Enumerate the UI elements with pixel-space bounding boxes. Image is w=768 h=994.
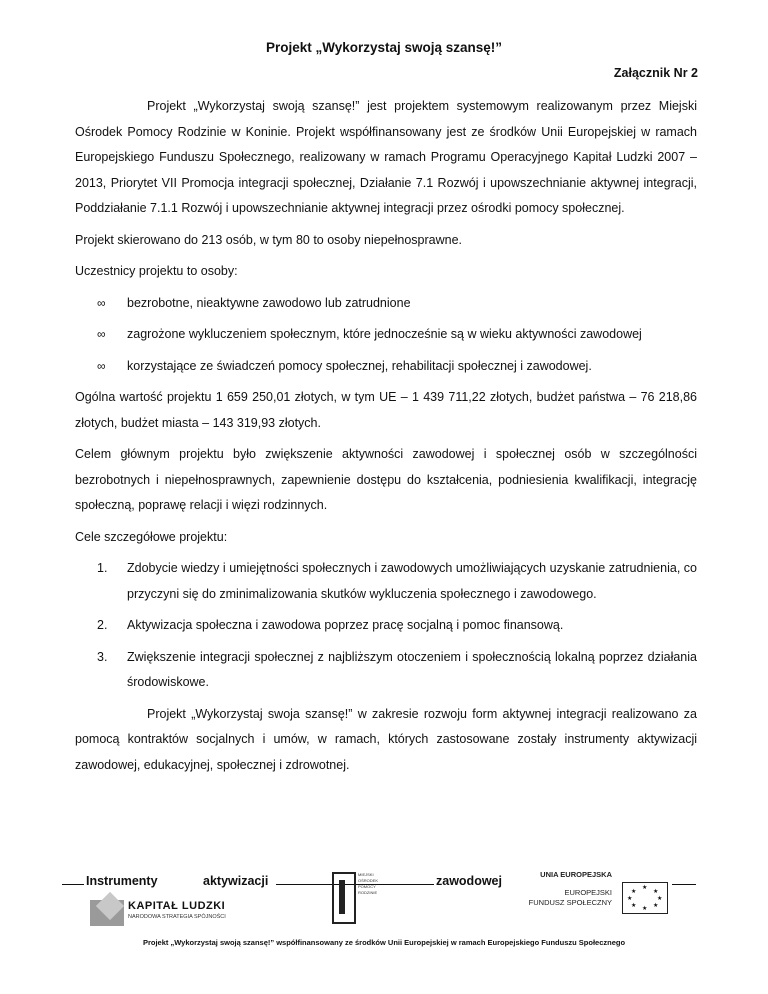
list-item xyxy=(97,322,697,348)
list-item-text: zagrożone wykluczeniem społecznym, które jednocześnie są w wieku aktywności zawodowej xyxy=(127,327,642,341)
footer-heading-word: zawodowej xyxy=(436,874,502,888)
list-item xyxy=(97,645,697,696)
footer-heading-word: Instrumenty xyxy=(86,874,158,888)
mopr-text: MIEJSKI xyxy=(358,872,374,877)
footer-caption: Projekt „Wykorzystaj swoją szansę!” współfinansowany ze środków Unii Europejskiej w ramach Europejskiego Funduszu Społecznego xyxy=(142,938,626,947)
intro-paragraph: Projekt „Wykorzystaj swoją szansę!” jest projektem systemowym realizowanym przez Miejski Ośrodek Pomocy Rodzinie w Koninie. Projekt współfinansowany jest ze środków Unii Europejskiej w ramach Europejskiego Funduszu Społecznego, realizowany w ramach Programu Operacyjnego Kapitał Ludzki 2007 – 2013, Priorytet VII Promocja integracji społecznej, Działanie 7.1 Rozwój i upowszechnianie aktywnej integracji, Poddziałanie 7.1.1 Rozwój i upowszechnianie aktywnej integracji przez ośrodki pomocy społecznej. xyxy=(75,99,697,215)
mopr-logo xyxy=(330,870,392,944)
list-item-text: Zwiększenie integracji społecznej z najbliższym otoczeniem i społecznością lokalną poprzez działania środowiskowe. xyxy=(127,649,697,689)
list-item-text: Zdobycie wiedzy i umiejętności społecznych i zawodowych umożliwiających uzyskanie zatrudnienia, co przyczyni się do zminimalizowania skutków wykluczenia społecznego i zawodowego. xyxy=(127,561,697,601)
list-item-text: Aktywizacja społeczna i zawodowa poprzez pracę socjalną i pomoc finansową. xyxy=(127,618,564,632)
eu-text: EUROPEJSKI xyxy=(564,888,612,897)
main-goal-paragraph: Celem głównym projektu było zwiększenie aktywności zawodowej i społecznej osób w szczególności bezrobotnych i niepełnosprawnych, zapewnienie dostępu do kształcenia, podniesienia kwalifikacji, integrację społeczną, poprawę relacji i więzi rodzinnych. xyxy=(75,447,697,512)
page-footer xyxy=(0,870,768,994)
mopr-text: OŚRODEK xyxy=(358,878,379,883)
eu-text: FUNDUSZ SPOŁECZNY xyxy=(528,898,612,907)
participants-list xyxy=(75,291,697,380)
participants-heading: Uczestnicy projektu to osoby: xyxy=(75,264,238,278)
goals-list xyxy=(75,556,697,696)
list-item-text: korzystające ze świadczeń pomocy społecznej, rehabilitacji społecznej i zawodowej. xyxy=(127,358,592,373)
list-item xyxy=(97,291,697,317)
list-item-text: bezrobotne, nieaktywne zawodowo lub zatrudnione xyxy=(127,295,411,310)
mopr-tower-icon xyxy=(339,880,345,914)
value-paragraph: Ogólna wartość projektu 1 659 250,01 złotych, w tym UE – 1 439 711,22 złotych, budżet państwa – 76 218,86 złotych, budżet miasta – 143 319,93 złotych. xyxy=(75,390,697,430)
list-number: 2. xyxy=(97,618,108,632)
kapital-ludzki-logo xyxy=(90,896,240,930)
annex-label: Załącznik Nr 2 xyxy=(613,66,698,80)
list-item xyxy=(97,354,697,380)
eu-flag-icon: ★ ★ ★ ★ ★ ★ ★ ★ xyxy=(622,882,668,914)
target-paragraph: Projekt skierowano do 213 osób, w tym 80 to osoby niepełnosprawne. xyxy=(75,232,463,247)
infinity-bullet-icon: ∞ xyxy=(97,295,106,310)
list-item xyxy=(97,613,697,639)
list-number: 1. xyxy=(97,561,108,575)
infinity-bullet-icon: ∞ xyxy=(97,358,106,373)
eu-logo xyxy=(520,870,690,926)
document-body xyxy=(75,94,697,784)
eu-text: UNIA EUROPEJSKA xyxy=(540,870,612,879)
kl-name: KAPITAŁ LUDZKI xyxy=(128,900,226,912)
footer-rule xyxy=(62,884,84,885)
footer-heading-word: aktywizacji xyxy=(203,874,269,888)
list-item xyxy=(97,556,697,607)
goals-heading: Cele szczegółowe projektu: xyxy=(75,529,228,544)
infinity-bullet-icon: ∞ xyxy=(97,327,106,341)
page-title: Projekt „Wykorzystaj swoją szansę!” xyxy=(265,40,503,55)
mopr-text: RODZINIE xyxy=(358,890,378,895)
mopr-text: POMOCY xyxy=(358,884,376,889)
kl-subtitle: NARODOWA STRATEGIA SPÓJNOŚCI xyxy=(128,914,226,920)
list-number: 3. xyxy=(97,649,108,664)
closing-paragraph: Projekt „Wykorzystaj swoja szansę!” w zakresie rozwoju form aktywnej integracji realizowano za pomocą kontraktów socjalnych i umów, w ramach, których zastosowane zostały instrumenty aktywizacji zawodowej, edukacyjnej, społecznej i zdrowotnej. xyxy=(75,706,697,772)
